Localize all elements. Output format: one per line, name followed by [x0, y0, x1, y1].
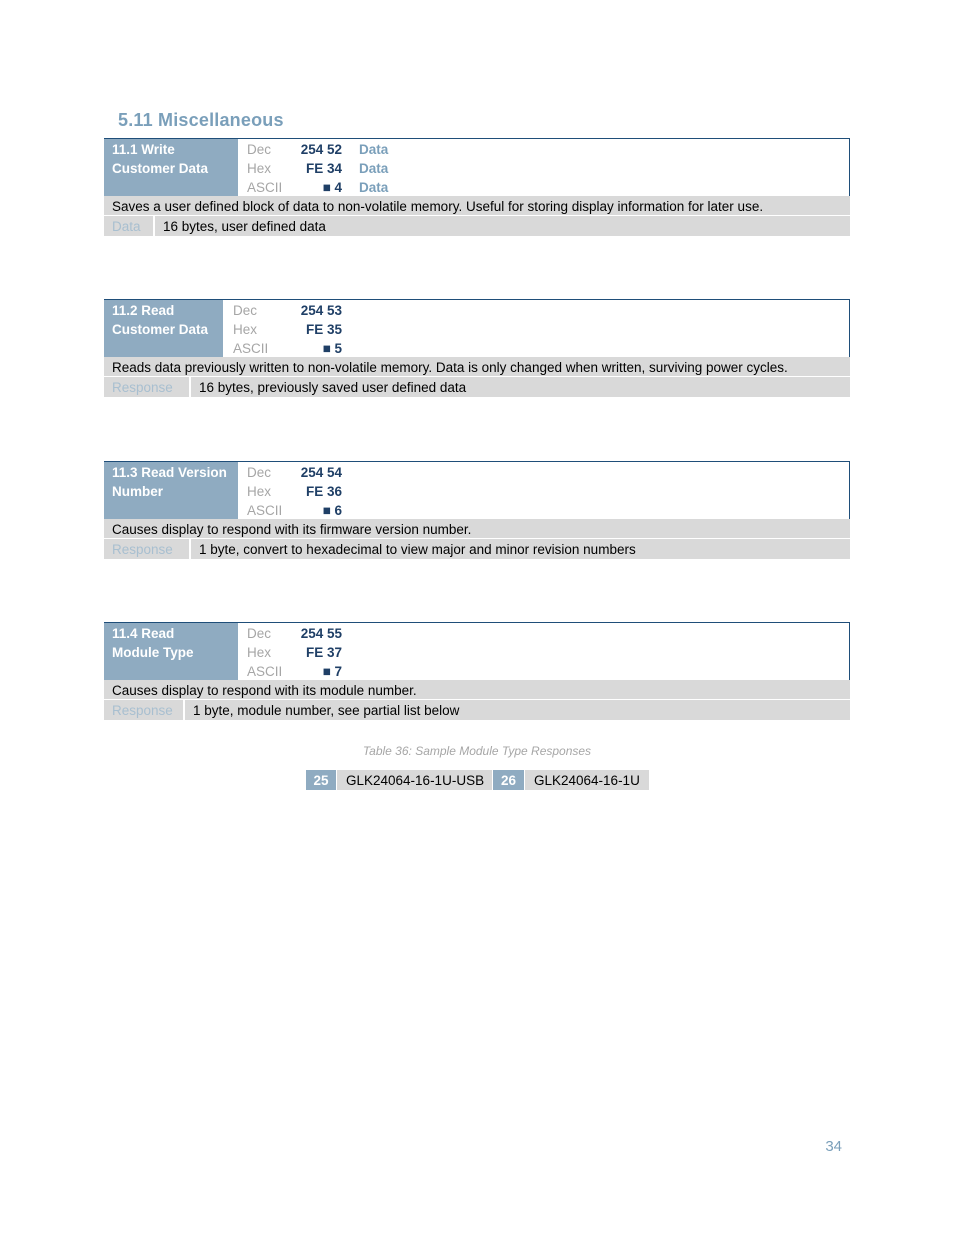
parameter-value: 16 bytes, user defined data	[155, 216, 850, 236]
hex-label: Hex	[247, 645, 272, 660]
ascii-value: ■ 5	[322, 341, 342, 356]
ascii-row	[247, 178, 507, 197]
hex-label: Hex	[247, 484, 272, 499]
parameter-label: Response	[104, 700, 183, 720]
ascii-row	[247, 662, 447, 681]
ascii-value: ■ 7	[322, 664, 342, 679]
command-name-line1: 11.2 Read	[112, 303, 175, 318]
parameter-value: 1 byte, module number, see partial list below	[185, 700, 850, 720]
command-name-line1: 11.3 Read Version	[112, 465, 227, 480]
dec-label: Dec	[247, 626, 272, 641]
command-header	[104, 461, 850, 519]
ascii-row	[247, 501, 447, 520]
hex-label: Hex	[233, 322, 258, 337]
command-description: Causes display to respond with its firmware version number.	[104, 519, 850, 539]
dec-label: Dec	[247, 142, 272, 157]
hex-row	[233, 320, 433, 339]
dec-row	[247, 140, 507, 159]
command-name-line1: 11.4 Read	[112, 626, 175, 641]
table-caption: Table 36: Sample Module Type Responses	[362, 744, 592, 758]
hex-label: Hex	[247, 161, 272, 176]
module-name: GLK24064-16-1U	[525, 770, 649, 790]
command-name-line2: Module Type	[112, 645, 194, 660]
command-block-read-module-type	[104, 622, 850, 720]
hex-value: FE 36	[305, 484, 342, 499]
section-title: 5.11 Miscellaneous	[118, 110, 284, 130]
parameter-label: Response	[104, 539, 189, 559]
command-parameter-row	[104, 377, 850, 397]
ascii-label: ASCII	[247, 180, 283, 195]
hex-row	[247, 482, 447, 501]
dec-param: Data	[359, 142, 389, 157]
ascii-label: ASCII	[247, 664, 283, 679]
command-parameter-row	[104, 216, 850, 236]
dec-label: Dec	[247, 465, 272, 480]
ascii-value: ■ 4	[322, 180, 342, 195]
command-name	[104, 139, 238, 196]
parameter-label: Data	[104, 216, 153, 236]
parameter-value: 1 byte, convert to hexadecimal to view major and minor revision numbers	[191, 539, 850, 559]
hex-value: FE 35	[305, 322, 342, 337]
command-codes	[233, 300, 433, 358]
command-name-line1: 11.1 Write	[112, 142, 175, 157]
hex-row	[247, 643, 447, 662]
command-name-line2: Number	[112, 484, 164, 499]
hex-row	[247, 159, 507, 178]
command-header	[104, 138, 850, 196]
parameter-label: Response	[104, 377, 189, 397]
command-description: Saves a user defined block of data to non-volatile memory. Useful for storing display information for later use.	[104, 196, 850, 216]
command-header	[104, 622, 850, 680]
ascii-label: ASCII	[233, 341, 269, 356]
command-name-line2: Customer Data	[112, 161, 209, 176]
command-name	[104, 300, 223, 357]
hex-value: FE 34	[305, 161, 342, 176]
command-block-read-version-number	[104, 461, 850, 559]
command-description: Reads data previously written to non-volatile memory. Data is only changed when written, surviving power cycles.	[104, 357, 850, 377]
command-block-write-customer-data	[104, 138, 850, 236]
command-name	[104, 462, 238, 519]
parameter-value: 16 bytes, previously saved user defined data	[191, 377, 850, 397]
module-number: 25	[306, 770, 336, 790]
dec-row	[247, 463, 447, 482]
dec-value: 254 52	[300, 142, 342, 157]
ascii-value: ■ 6	[322, 503, 342, 518]
hex-param: Data	[359, 161, 389, 176]
command-codes	[247, 139, 507, 197]
module-number: 26	[493, 770, 524, 790]
hex-value: FE 37	[305, 645, 342, 660]
command-block-read-customer-data	[104, 299, 850, 397]
command-name-line2: Customer Data	[112, 322, 209, 337]
command-codes	[247, 623, 447, 681]
ascii-row	[233, 339, 433, 358]
ascii-label: ASCII	[247, 503, 283, 518]
command-codes	[247, 462, 447, 520]
page-number: 34	[825, 1138, 842, 1155]
command-parameter-row	[104, 539, 850, 559]
ascii-param: Data	[359, 180, 389, 195]
command-header	[104, 299, 850, 357]
command-name	[104, 623, 238, 680]
command-description: Causes display to respond with its module number.	[104, 680, 850, 700]
dec-value: 254 54	[300, 465, 342, 480]
dec-label: Dec	[233, 303, 258, 318]
dec-row	[233, 301, 433, 320]
dec-value: 254 55	[300, 626, 342, 641]
module-name: GLK24064-16-1U-USB	[337, 770, 492, 790]
command-parameter-row	[104, 700, 850, 720]
dec-row	[247, 624, 447, 643]
dec-value: 254 53	[300, 303, 342, 318]
